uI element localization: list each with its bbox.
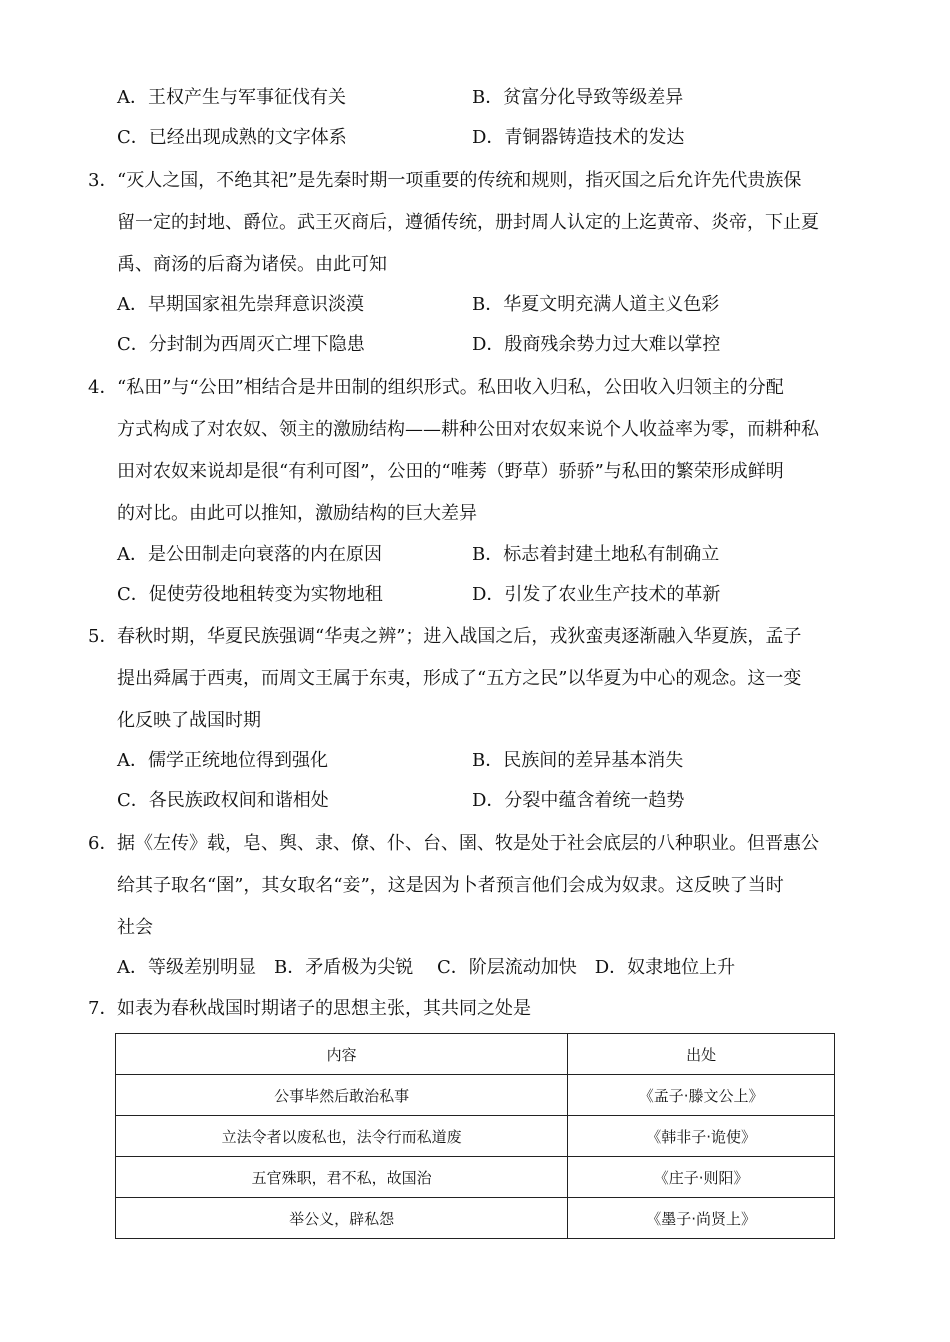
table-header-source: 出处	[568, 1034, 835, 1075]
table-header-row	[116, 1034, 835, 1075]
table-cell-content: 公事毕然后敢治私事	[116, 1075, 568, 1116]
q4-text-line: “私田”与“公田”相结合是井田制的组织形式。私田收入归私，公田收入归领主的分配	[117, 377, 784, 398]
q5-option-d: D．分裂中蕴含着统一趋势	[472, 790, 685, 811]
q3-option-d: D．殷商残余势力过大难以掌控	[472, 334, 721, 355]
q3-option-b: B．华夏文明充满人道主义色彩	[472, 294, 720, 315]
q3-number: 3．	[88, 170, 118, 191]
q2-option-b: B．贫富分化导致等级差异	[472, 87, 684, 108]
table-header-content: 内容	[116, 1034, 568, 1075]
q3-option-c: C．分封制为西周灭亡埋下隐患	[117, 334, 365, 355]
q5-number: 5．	[88, 626, 118, 647]
q4-text-line: 方式构成了对农奴、领主的激励结构——耕种公田对农奴来说个人收益率为零，而耕种私	[117, 419, 819, 440]
q4-text-line: 田对农奴来说却是很“有利可图”，公田的“唯莠（野草）骄骄”与私田的繁荣形成鲜明	[117, 461, 784, 482]
q2-option-a: A．王权产生与军事征伐有关	[117, 87, 346, 108]
table-cell-source: 《墨子·尚贤上》	[568, 1198, 835, 1239]
q3-option-a: A．早期国家祖先崇拜意识淡漠	[117, 294, 364, 315]
thought-table	[115, 1033, 835, 1239]
q6-text-line: 社会	[117, 917, 153, 938]
q6-number: 6．	[88, 833, 118, 854]
q6-options: A．等级差别明显 B．矛盾极为尖锐 C．阶层流动加快 D．奴隶地位上升	[117, 957, 736, 978]
q4-number: 4．	[88, 377, 118, 398]
table-row	[116, 1157, 835, 1198]
table-cell-source: 《孟子·滕文公上》	[568, 1075, 835, 1116]
q2-option-d: D．青铜器铸造技术的发达	[472, 127, 685, 148]
q5-text-line: 提出舜属于西夷，而周文王属于东夷，形成了“五方之民”以华夏为中心的观念。这一变	[117, 668, 802, 689]
q4-text-line: 的对比。由此可以推知，激励结构的巨大差异	[117, 503, 477, 524]
q5-option-b: B．民族间的差异基本消失	[472, 750, 684, 771]
q3-text-line: 禹、商汤的后裔为诸侯。由此可知	[117, 254, 387, 275]
table-cell-content: 立法令者以废私也，法令行而私道废	[116, 1116, 568, 1157]
table-cell-source: 《庄子·则阳》	[568, 1157, 835, 1198]
table-cell-source: 《韩非子·诡使》	[568, 1116, 835, 1157]
q5-text-line: 化反映了战国时期	[117, 710, 261, 731]
q2-option-c: C．已经出现成熟的文字体系	[117, 127, 347, 148]
q6-text-line: 给其子取名“圉”，其女取名“妾”，这是因为卜者预言他们会成为奴隶。这反映了当时	[117, 875, 784, 896]
table-cell-content: 举公义，辟私怨	[116, 1198, 568, 1239]
q3-text-line: “灭人之国，不绝其祀”是先秦时期一项重要的传统和规则，指灭国之后允许先代贵族保	[117, 170, 802, 191]
q5-option-c: C．各民族政权间和谐相处	[117, 790, 329, 811]
q5-option-a: A．儒学正统地位得到强化	[117, 750, 328, 771]
q4-option-c: C．促使劳役地租转变为实物地租	[117, 584, 383, 605]
q3-text-line: 留一定的封地、爵位。武王灭商后，遵循传统，册封周人认定的上迄黄帝、炎帝，下止夏	[117, 212, 819, 233]
table-row	[116, 1198, 835, 1239]
q5-text-line: 春秋时期，华夏民族强调“华夷之辨”；进入战国之后，戎狄蛮夷逐渐融入华夏族，孟子	[117, 626, 802, 647]
q6-text-line: 据《左传》载，皂、舆、隶、僚、仆、台、圉、牧是处于社会底层的八种职业。但晋惠公	[117, 833, 819, 854]
q7-text: 如表为春秋战国时期诸子的思想主张，其共同之处是	[117, 998, 531, 1019]
table-cell-content: 五官殊职，君不私，故国治	[116, 1157, 568, 1198]
q7-number: 7．	[88, 998, 118, 1019]
q4-option-b: B．标志着封建土地私有制确立	[472, 544, 720, 565]
table-row	[116, 1075, 835, 1116]
q4-option-d: D．引发了农业生产技术的革新	[472, 584, 721, 605]
table-row	[116, 1116, 835, 1157]
q4-option-a: A．是公田制走向衰落的内在原因	[117, 544, 382, 565]
